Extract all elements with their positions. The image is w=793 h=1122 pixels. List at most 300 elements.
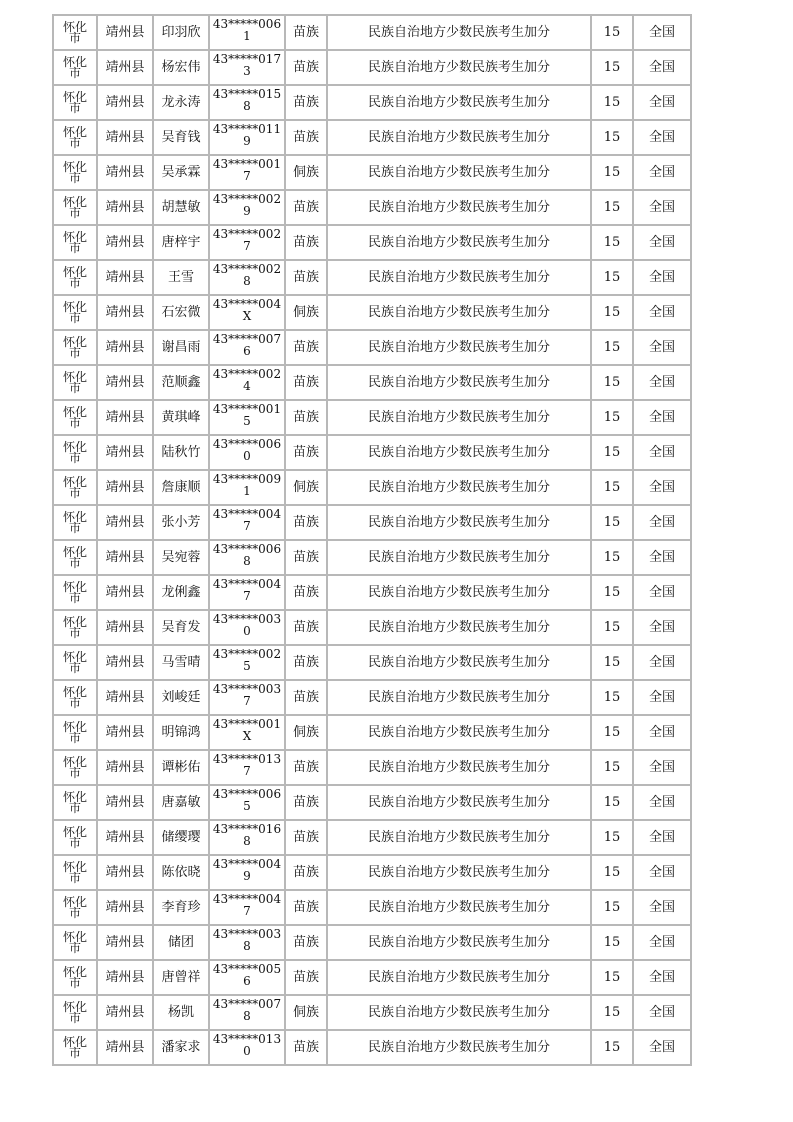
scope-cell: 全国 [633,505,691,540]
scope-cell: 全国 [633,540,691,575]
city-cell: 怀化市 [53,435,97,470]
bonus-type-cell: 民族自治地方少数民族考生加分 [327,155,591,190]
name-cell: 张小芳 [153,505,209,540]
ethnicity-cell: 苗族 [285,960,327,995]
county-cell: 靖州县 [97,820,153,855]
name-cell: 范顺鑫 [153,365,209,400]
id-number-cell [209,85,285,120]
bonus-type-cell: 民族自治地方少数民族考生加分 [327,820,591,855]
id-number-cell [209,995,285,1030]
county-cell: 靖州县 [97,540,153,575]
county-cell: 靖州县 [97,645,153,680]
city-cell: 怀化市 [53,750,97,785]
id-number-cell [209,610,285,645]
table-row [53,85,691,120]
scope-cell: 全国 [633,645,691,680]
bonus-type-cell: 民族自治地方少数民族考生加分 [327,610,591,645]
points-cell: 15 [591,400,633,435]
id-number-text: 43*****0025 [212,647,282,673]
name-cell: 印羽欣 [153,15,209,50]
table-row [53,750,691,785]
county-cell: 靖州县 [97,15,153,50]
name-cell: 唐梓宇 [153,225,209,260]
name-cell: 谭彬佑 [153,750,209,785]
city-cell: 怀化市 [53,85,97,120]
bonus-type-cell: 民族自治地方少数民族考生加分 [327,1030,591,1065]
bonus-type-cell: 民族自治地方少数民族考生加分 [327,15,591,50]
bonus-type-cell: 民族自治地方少数民族考生加分 [327,575,591,610]
points-cell: 15 [591,435,633,470]
ethnicity-cell: 苗族 [285,50,327,85]
points-cell: 15 [591,155,633,190]
name-cell: 明锦鸿 [153,715,209,750]
ethnicity-cell: 苗族 [285,610,327,645]
name-cell: 王雪 [153,260,209,295]
county-cell: 靖州县 [97,85,153,120]
id-number-cell [209,260,285,295]
city-cell: 怀化市 [53,820,97,855]
table-row [53,925,691,960]
id-number-text: 43*****0068 [212,542,282,568]
name-cell: 吴育钱 [153,120,209,155]
county-cell: 靖州县 [97,575,153,610]
table-row [53,715,691,750]
county-cell: 靖州县 [97,750,153,785]
id-number-cell [209,15,285,50]
county-cell: 靖州县 [97,855,153,890]
id-number-text: 43*****0047 [212,577,282,603]
county-cell: 靖州县 [97,715,153,750]
city-cell: 怀化市 [53,155,97,190]
scope-cell: 全国 [633,190,691,225]
bonus-type-cell: 民族自治地方少数民族考生加分 [327,435,591,470]
name-cell: 李育珍 [153,890,209,925]
ethnicity-cell: 苗族 [285,890,327,925]
name-cell: 黄琪峰 [153,400,209,435]
bonus-type-cell: 民族自治地方少数民族考生加分 [327,750,591,785]
county-cell: 靖州县 [97,365,153,400]
points-cell: 15 [591,610,633,645]
id-number-cell [209,925,285,960]
county-cell: 靖州县 [97,960,153,995]
id-number-cell [209,890,285,925]
points-cell: 15 [591,715,633,750]
id-number-cell [209,785,285,820]
city-cell: 怀化市 [53,400,97,435]
bonus-type-cell: 民族自治地方少数民族考生加分 [327,260,591,295]
id-number-text: 43*****0029 [212,192,282,218]
id-number-cell [209,50,285,85]
name-cell: 谢昌雨 [153,330,209,365]
scope-cell: 全国 [633,50,691,85]
bonus-type-cell: 民族自治地方少数民族考生加分 [327,960,591,995]
id-number-text: 43*****0027 [212,227,282,253]
points-cell: 15 [591,575,633,610]
county-cell: 靖州县 [97,785,153,820]
points-cell: 15 [591,645,633,680]
city-cell: 怀化市 [53,1030,97,1065]
id-number-cell [209,400,285,435]
county-cell: 靖州县 [97,995,153,1030]
scope-cell: 全国 [633,435,691,470]
county-cell: 靖州县 [97,155,153,190]
bonus-type-cell: 民族自治地方少数民族考生加分 [327,85,591,120]
scope-cell: 全国 [633,470,691,505]
id-number-cell [209,120,285,155]
bonus-type-cell: 民族自治地方少数民族考生加分 [327,645,591,680]
id-number-cell [209,470,285,505]
scope-cell: 全国 [633,295,691,330]
table-row [53,470,691,505]
name-cell: 吴承霖 [153,155,209,190]
table-row [53,190,691,225]
name-cell: 潘家求 [153,1030,209,1065]
name-cell: 龙俐鑫 [153,575,209,610]
table-row [53,785,691,820]
city-cell: 怀化市 [53,680,97,715]
ethnicity-cell: 苗族 [285,365,327,400]
id-number-cell [209,715,285,750]
id-number-cell [209,190,285,225]
id-number-cell [209,155,285,190]
city-cell: 怀化市 [53,295,97,330]
points-cell: 15 [591,120,633,155]
bonus-type-cell: 民族自治地方少数民族考生加分 [327,995,591,1030]
points-cell: 15 [591,1030,633,1065]
points-cell: 15 [591,785,633,820]
county-cell: 靖州县 [97,120,153,155]
scope-cell: 全国 [633,400,691,435]
table-row [53,995,691,1030]
county-cell: 靖州县 [97,505,153,540]
points-cell: 15 [591,50,633,85]
name-cell: 储团 [153,925,209,960]
bonus-type-cell: 民族自治地方少数民族考生加分 [327,540,591,575]
ethnicity-cell: 苗族 [285,260,327,295]
bonus-type-cell: 民族自治地方少数民族考生加分 [327,400,591,435]
county-cell: 靖州县 [97,680,153,715]
ethnicity-cell: 苗族 [285,645,327,680]
id-number-text: 43*****0060 [212,437,282,463]
table-row [53,575,691,610]
city-cell: 怀化市 [53,610,97,645]
bonus-type-cell: 民族自治地方少数民族考生加分 [327,365,591,400]
table-row [53,15,691,50]
city-cell: 怀化市 [53,855,97,890]
id-number-cell [209,540,285,575]
id-number-text: 43*****0015 [212,402,282,428]
ethnicity-cell: 苗族 [285,190,327,225]
id-number-text: 43*****0030 [212,612,282,638]
id-number-cell [209,225,285,260]
id-number-text: 43*****0017 [212,157,282,183]
points-cell: 15 [591,855,633,890]
id-number-text: 43*****0119 [212,122,282,148]
id-number-text: 43*****0024 [212,367,282,393]
city-cell: 怀化市 [53,365,97,400]
id-number-cell [209,645,285,680]
bonus-type-cell: 民族自治地方少数民族考生加分 [327,330,591,365]
id-number-cell [209,855,285,890]
bonus-type-cell: 民族自治地方少数民族考生加分 [327,225,591,260]
name-cell: 杨凯 [153,995,209,1030]
points-cell: 15 [591,820,633,855]
city-cell: 怀化市 [53,575,97,610]
id-number-text: 43*****0091 [212,472,282,498]
name-cell: 储缨璎 [153,820,209,855]
name-cell: 马雪晴 [153,645,209,680]
scope-cell: 全国 [633,715,691,750]
ethnicity-cell: 苗族 [285,400,327,435]
city-cell: 怀化市 [53,120,97,155]
ethnicity-cell: 苗族 [285,85,327,120]
ethnicity-cell: 苗族 [285,540,327,575]
table-row [53,645,691,680]
ethnicity-cell: 苗族 [285,15,327,50]
points-cell: 15 [591,540,633,575]
id-number-cell [209,575,285,610]
id-number-cell [209,295,285,330]
scope-cell: 全国 [633,155,691,190]
county-cell: 靖州县 [97,50,153,85]
name-cell: 陆秋竹 [153,435,209,470]
id-number-cell [209,435,285,470]
id-number-cell [209,820,285,855]
id-number-text: 43*****0038 [212,927,282,953]
county-cell: 靖州县 [97,225,153,260]
points-cell: 15 [591,890,633,925]
bonus-type-cell: 民族自治地方少数民族考生加分 [327,855,591,890]
city-cell: 怀化市 [53,960,97,995]
name-cell: 吴宛蓉 [153,540,209,575]
table-body [53,15,691,1065]
ethnicity-cell: 苗族 [285,575,327,610]
city-cell: 怀化市 [53,190,97,225]
table-row [53,120,691,155]
table-row [53,225,691,260]
name-cell: 唐嘉敏 [153,785,209,820]
county-cell: 靖州县 [97,260,153,295]
id-number-text: 43*****0158 [212,87,282,113]
scope-cell: 全国 [633,820,691,855]
table-row [53,680,691,715]
table-row [53,1030,691,1065]
name-cell: 胡慧敏 [153,190,209,225]
id-number-text: 43*****0168 [212,822,282,848]
points-cell: 15 [591,995,633,1030]
table-row [53,400,691,435]
id-number-text: 43*****0061 [212,17,282,43]
points-cell: 15 [591,260,633,295]
table-row [53,260,691,295]
ethnicity-cell: 侗族 [285,470,327,505]
id-number-cell [209,750,285,785]
table-row [53,890,691,925]
scope-cell: 全国 [633,890,691,925]
points-cell: 15 [591,470,633,505]
points-cell: 15 [591,365,633,400]
county-cell: 靖州县 [97,330,153,365]
scope-cell: 全国 [633,85,691,120]
bonus-type-cell: 民族自治地方少数民族考生加分 [327,680,591,715]
scope-cell: 全国 [633,995,691,1030]
id-number-cell [209,680,285,715]
city-cell: 怀化市 [53,785,97,820]
ethnicity-cell: 苗族 [285,855,327,890]
ethnicity-cell: 侗族 [285,715,327,750]
table-row [53,610,691,645]
points-cell: 15 [591,680,633,715]
name-cell: 杨宏伟 [153,50,209,85]
id-number-text: 43*****0047 [212,507,282,533]
scope-cell: 全国 [633,680,691,715]
points-cell: 15 [591,15,633,50]
scope-cell: 全国 [633,610,691,645]
city-cell: 怀化市 [53,470,97,505]
name-cell: 詹康顺 [153,470,209,505]
city-cell: 怀化市 [53,540,97,575]
id-number-cell [209,960,285,995]
table-row [53,295,691,330]
city-cell: 怀化市 [53,50,97,85]
county-cell: 靖州县 [97,925,153,960]
city-cell: 怀化市 [53,925,97,960]
scope-cell: 全国 [633,260,691,295]
id-number-cell [209,330,285,365]
table-row [53,960,691,995]
name-cell: 唐曾祥 [153,960,209,995]
bonus-type-cell: 民族自治地方少数民族考生加分 [327,785,591,820]
ethnicity-cell: 苗族 [285,505,327,540]
name-cell: 石宏微 [153,295,209,330]
city-cell: 怀化市 [53,15,97,50]
scope-cell: 全国 [633,365,691,400]
ethnicity-cell: 苗族 [285,750,327,785]
points-cell: 15 [591,295,633,330]
name-cell: 吴育发 [153,610,209,645]
points-cell: 15 [591,330,633,365]
table-row [53,50,691,85]
table-row [53,820,691,855]
id-number-cell [209,365,285,400]
id-number-text: 43*****0028 [212,262,282,288]
points-cell: 15 [591,925,633,960]
ethnicity-cell: 苗族 [285,785,327,820]
bonus-type-cell: 民族自治地方少数民族考生加分 [327,50,591,85]
scope-cell: 全国 [633,330,691,365]
id-number-text: 43*****0037 [212,682,282,708]
county-cell: 靖州县 [97,295,153,330]
city-cell: 怀化市 [53,645,97,680]
id-number-text: 43*****0049 [212,857,282,883]
bonus-type-cell: 民族自治地方少数民族考生加分 [327,925,591,960]
id-number-text: 43*****0056 [212,962,282,988]
ethnicity-cell: 苗族 [285,330,327,365]
name-cell: 刘峻廷 [153,680,209,715]
ethnicity-cell: 侗族 [285,155,327,190]
id-number-text: 43*****0130 [212,1032,282,1058]
county-cell: 靖州县 [97,1030,153,1065]
bonus-type-cell: 民族自治地方少数民族考生加分 [327,295,591,330]
county-cell: 靖州县 [97,610,153,645]
id-number-text: 43*****0137 [212,752,282,778]
county-cell: 靖州县 [97,470,153,505]
bonus-type-cell: 民族自治地方少数民族考生加分 [327,120,591,155]
points-cell: 15 [591,85,633,120]
ethnicity-cell: 苗族 [285,680,327,715]
points-cell: 15 [591,960,633,995]
table-row [53,540,691,575]
city-cell: 怀化市 [53,330,97,365]
id-number-text: 43*****0065 [212,787,282,813]
scope-cell: 全国 [633,120,691,155]
bonus-type-cell: 民族自治地方少数民族考生加分 [327,190,591,225]
id-number-text: 43*****0078 [212,997,282,1023]
ethnicity-cell: 苗族 [285,925,327,960]
name-cell: 龙永涛 [153,85,209,120]
county-cell: 靖州县 [97,435,153,470]
ethnicity-cell: 苗族 [285,120,327,155]
scope-cell: 全国 [633,750,691,785]
bonus-type-cell: 民族自治地方少数民族考生加分 [327,715,591,750]
id-number-cell [209,505,285,540]
id-number-text: 43*****0076 [212,332,282,358]
table-row [53,855,691,890]
scope-cell: 全国 [633,1030,691,1065]
county-cell: 靖州县 [97,190,153,225]
id-number-text: 43*****004X [212,297,282,323]
scope-cell: 全国 [633,960,691,995]
city-cell: 怀化市 [53,505,97,540]
scope-cell: 全国 [633,785,691,820]
bonus-type-cell: 民族自治地方少数民族考生加分 [327,890,591,925]
table-row [53,330,691,365]
ethnicity-cell: 苗族 [285,820,327,855]
ethnicity-cell: 苗族 [285,1030,327,1065]
id-number-text: 43*****0047 [212,892,282,918]
name-cell: 陈依晓 [153,855,209,890]
scope-cell: 全国 [633,575,691,610]
scope-cell: 全国 [633,15,691,50]
city-cell: 怀化市 [53,715,97,750]
table-row [53,155,691,190]
points-cell: 15 [591,225,633,260]
points-cell: 15 [591,750,633,785]
bonus-type-cell: 民族自治地方少数民族考生加分 [327,470,591,505]
id-number-cell [209,1030,285,1065]
scope-cell: 全国 [633,225,691,260]
bonus-type-cell: 民族自治地方少数民族考生加分 [327,505,591,540]
points-cell: 15 [591,505,633,540]
ethnicity-cell: 侗族 [285,995,327,1030]
scope-cell: 全国 [633,925,691,960]
city-cell: 怀化市 [53,225,97,260]
city-cell: 怀化市 [53,995,97,1030]
table-row [53,435,691,470]
county-cell: 靖州县 [97,400,153,435]
id-number-text: 43*****0173 [212,52,282,78]
scope-cell: 全国 [633,855,691,890]
city-cell: 怀化市 [53,260,97,295]
table-row [53,505,691,540]
county-cell: 靖州县 [97,890,153,925]
city-cell: 怀化市 [53,890,97,925]
ethnicity-cell: 苗族 [285,225,327,260]
points-cell: 15 [591,190,633,225]
bonus-points-table [52,14,692,1066]
ethnicity-cell: 侗族 [285,295,327,330]
table-row [53,365,691,400]
